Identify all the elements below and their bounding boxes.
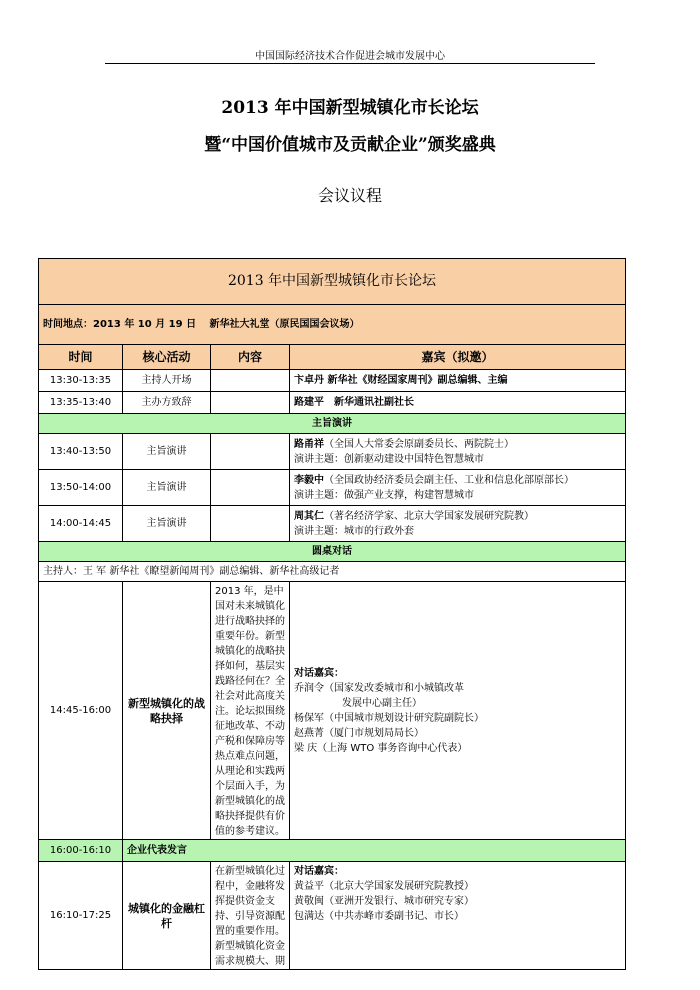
row-guest	[290, 434, 626, 470]
row-time: 14:45-16:00	[39, 582, 123, 840]
speech-topic: 演讲主题：创新驱动建设中国特色智慧城市	[294, 453, 484, 465]
row-time: 16:10-17:25	[39, 862, 123, 970]
guest-item: 黄敬闽（亚洲开发银行、城市研究专家）	[294, 896, 474, 907]
host-row	[39, 562, 626, 582]
table-row	[39, 392, 626, 414]
row-guest	[290, 470, 626, 506]
section-keynote: 主旨演讲	[39, 414, 626, 434]
row-guest	[290, 582, 626, 840]
table-row	[39, 370, 626, 392]
row-content	[211, 506, 290, 542]
section-row-roundtable	[39, 542, 626, 562]
row-activity: 新型城镇化的战略抉择	[123, 582, 211, 840]
col-header-content: 内容	[211, 345, 290, 370]
guest-item-cont: 发展中心副主任）	[342, 697, 422, 709]
speech-topic: 演讲主题：城市的行政外套	[294, 525, 414, 537]
title-agenda: 会议议程	[317, 186, 382, 205]
table-row	[39, 582, 626, 840]
speaker-name: 周其仁	[294, 510, 324, 522]
enterprise-label: 企业代表发言	[123, 840, 626, 862]
guest-item: 乔润令（国家发改委城市和小城镇改革	[294, 682, 464, 694]
guest-item: 包满达（中共赤峰市委副书记、市长）	[294, 911, 464, 922]
row-activity: 城镇化的金融杠杆	[123, 862, 211, 970]
guest-item: 黄益平（北京大学国家发展研究院教授）	[294, 881, 474, 892]
enterprise-row	[39, 840, 626, 862]
agenda-table	[38, 258, 626, 970]
row-time: 13:40-13:50	[39, 434, 123, 470]
table-banner: 2013 年中国新型城镇化市长论坛	[39, 259, 626, 305]
row-content: 在新型城镇化过程中，金融将发挥提供资金支持、引导资源配置的重要作用。新型城镇化资金需求规模大、期	[211, 862, 290, 970]
col-header-activity: 核心活动	[123, 345, 211, 370]
row-activity: 主旨演讲	[123, 470, 211, 506]
header-divider	[105, 63, 595, 64]
row-activity: 主旨演讲	[123, 434, 211, 470]
row-guest	[290, 862, 626, 970]
row-time: 14:00-14:45	[39, 506, 123, 542]
col-header-guests: 嘉宾（拟邀）	[290, 345, 626, 370]
row-activity: 主办方致辞	[123, 392, 211, 414]
col-header-time: 时间	[39, 345, 123, 370]
column-header-row	[39, 345, 626, 370]
document-header: 中国国际经济技术合作促进会城市发展中心	[255, 51, 445, 62]
row-content	[211, 392, 290, 414]
row-guest: 卞卓丹 新华社《财经国家周刊》副总编辑、主编	[290, 370, 626, 392]
table-row	[39, 470, 626, 506]
guest-item: 杨保军（中国城市规划设计研究院副院长）	[294, 712, 484, 724]
row-content	[211, 434, 290, 470]
section-row-keynote	[39, 414, 626, 434]
row-activity: 主持人开场	[123, 370, 211, 392]
host: 主持人：王 军 新华社《瞭望新闻周刊》副总编辑、新华社高级记者	[39, 562, 626, 582]
table-row	[39, 862, 626, 970]
row-content: 2013 年，是中国对未来城镇化进行战略抉择的重要年份。新型城镇化的战略抉择如何，基层实践路径何在？全社会对此高度关注。论坛拟围绕征地改革、不动产税和保障房等热点难点问题，从理论和实践两个层面入手，为新型城镇化的战略抉择提供有价值的参考建议。	[211, 582, 290, 840]
row-guest: 路建平 新华通讯社副社长	[290, 392, 626, 414]
table-row	[39, 506, 626, 542]
section-roundtable: 圆桌对话	[39, 542, 626, 562]
row-activity: 主旨演讲	[123, 506, 211, 542]
speaker-name: 李毅中	[294, 474, 324, 486]
speech-topic: 演讲主题：做强产业支撑，构建智慧城市	[294, 489, 474, 501]
guests-label: 对话嘉宾：	[294, 866, 344, 877]
speaker-name: 路甬祥	[294, 438, 324, 450]
row-time: 13:30-13:35	[39, 370, 123, 392]
time-place: 时间地点：2013 年 10 月 19 日 新华社大礼堂（原民国国会议场）	[39, 305, 626, 345]
table-banner-row	[39, 259, 626, 305]
speaker-desc: （全国政协经济委员会副主任、工业和信息化部原部长）	[324, 474, 574, 486]
row-content	[211, 470, 290, 506]
time-place-row	[39, 305, 626, 345]
guest-item: 梁 庆（上海 WTO 事务咨询中心代表）	[294, 742, 468, 754]
title-line-2: 暨“中国价值城市及贡献企业”颁奖盛典	[204, 135, 496, 155]
row-guest	[290, 506, 626, 542]
guests-label: 对话嘉宾：	[294, 667, 344, 679]
speaker-desc: （全国人大常委会原副委员长、两院院士）	[324, 438, 514, 450]
guest-item: 赵燕菁（厦门市规划局局长）	[294, 727, 424, 739]
row-content	[211, 370, 290, 392]
table-row	[39, 434, 626, 470]
speaker-desc: （著名经济学家、北京大学国家发展研究院教）	[324, 510, 534, 522]
row-time: 13:35-13:40	[39, 392, 123, 414]
title-line-1: 2013 年中国新型城镇化市长论坛	[221, 98, 479, 118]
row-time: 16:00-16:10	[39, 840, 123, 862]
row-time: 13:50-14:00	[39, 470, 123, 506]
